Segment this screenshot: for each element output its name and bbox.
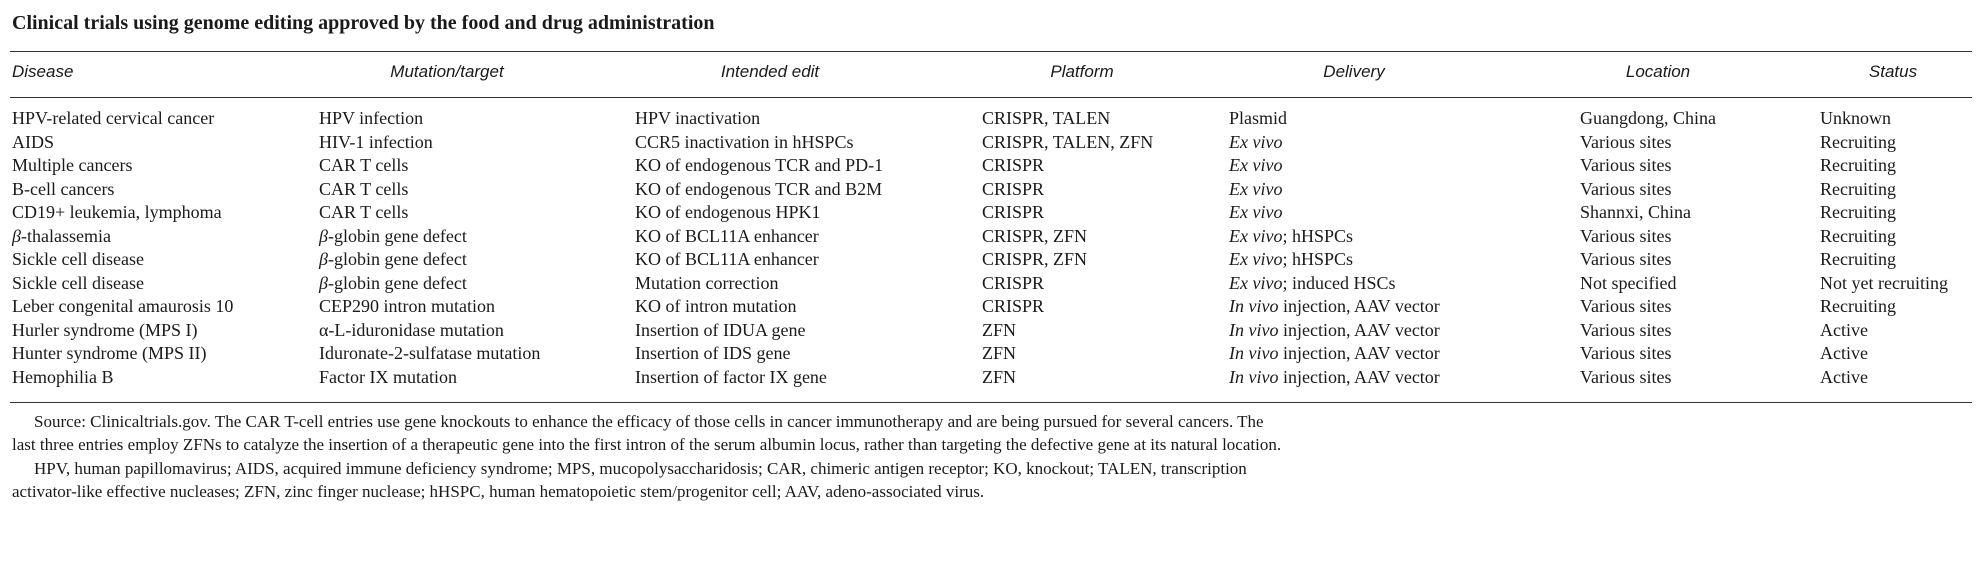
cell-status-text: Recruiting	[1820, 202, 1896, 222]
cell-platform	[982, 132, 1153, 153]
table-row	[0, 155, 1982, 179]
cell-delivery	[1229, 343, 1440, 364]
cell-mutation-text: -globin gene defect	[327, 225, 467, 246]
cell-platform-text: ZFN	[982, 343, 1017, 363]
cell-mutation-text: Factor IX mutation	[319, 366, 457, 387]
cell-delivery-italic: In vivo	[1229, 343, 1279, 363]
cell-edit	[635, 155, 883, 176]
cell-delivery	[1229, 108, 1287, 129]
cell-edit	[635, 296, 796, 317]
cell-delivery-italic: Ex vivo	[1229, 249, 1283, 269]
cell-mutation-italic: β	[319, 249, 328, 269]
cell-edit	[635, 320, 805, 341]
cell-status	[1820, 343, 1868, 364]
cell-location-text: Guangdong, China	[1580, 108, 1716, 128]
cell-platform	[982, 343, 1016, 364]
cell-edit-text: HPV inactivation	[635, 108, 761, 128]
cell-disease	[12, 343, 206, 364]
cell-mutation-italic: β	[319, 272, 328, 293]
header-rule	[10, 97, 1972, 98]
cell-delivery	[1229, 367, 1440, 388]
cell-disease	[12, 273, 144, 294]
cell-disease	[12, 132, 54, 153]
header-platform: Platform	[1050, 62, 1114, 81]
cell-mutation	[319, 367, 457, 388]
cell-disease	[12, 179, 114, 200]
cell-disease	[12, 155, 132, 176]
header-mutation: Mutation/target	[390, 62, 504, 81]
cell-disease-text: Sickle cell disease	[12, 272, 144, 293]
cell-disease	[12, 108, 214, 129]
cell-edit	[635, 367, 827, 388]
table-footnotes	[12, 410, 1287, 504]
cell-edit-text: KO of BCL11A enhancer	[635, 225, 819, 246]
cell-location	[1580, 132, 1672, 153]
cell-mutation	[319, 132, 433, 153]
cell-location-text: Various sites	[1580, 296, 1672, 316]
cell-status	[1820, 155, 1896, 176]
cell-mutation	[319, 343, 540, 364]
cell-delivery	[1229, 155, 1282, 176]
cell-mutation-text: α-L-iduronidase mutation	[319, 319, 504, 340]
cell-platform-text: CRISPR, ZFN	[982, 249, 1088, 269]
table-row	[0, 343, 1982, 367]
cell-mutation-text: CEP290 intron mutation	[319, 296, 496, 316]
cell-status	[1820, 320, 1868, 341]
cell-mutation-italic: β	[319, 225, 328, 246]
cell-mutation	[319, 155, 408, 176]
cell-edit	[635, 273, 778, 294]
cell-delivery	[1229, 320, 1440, 341]
cell-location	[1580, 320, 1672, 341]
cell-edit-text: Insertion of IDS gene	[635, 343, 791, 363]
cell-status	[1820, 179, 1896, 200]
cell-status-text: Active	[1820, 343, 1868, 363]
cell-status	[1820, 108, 1891, 129]
table-row	[0, 320, 1982, 344]
cell-delivery	[1229, 202, 1282, 223]
cell-delivery-text: injection, AAV vector	[1278, 296, 1440, 316]
cell-location-text: Various sites	[1580, 155, 1672, 175]
cell-platform	[982, 296, 1044, 317]
cell-location-text: Various sites	[1580, 131, 1672, 152]
cell-platform-text: CRISPR	[982, 155, 1045, 175]
cell-status-text: Recruiting	[1820, 131, 1896, 152]
cell-platform	[982, 202, 1044, 223]
cell-status-text: Unknown	[1820, 108, 1891, 128]
table-title: Clinical trials using genome editing approved by the food and drug administration	[12, 12, 715, 34]
cell-delivery-italic: Ex vivo	[1229, 155, 1283, 175]
cell-status-text: Recruiting	[1820, 225, 1896, 246]
cell-edit-text: Insertion of factor IX gene	[635, 366, 827, 387]
cell-delivery	[1229, 296, 1440, 317]
header-disease: Disease	[12, 62, 74, 81]
cell-location-text: Shannxi, China	[1580, 202, 1691, 222]
cell-edit	[635, 226, 819, 247]
cell-location-text: Various sites	[1580, 249, 1672, 269]
cell-mutation-text: Iduronate-2-sulfatase mutation	[319, 343, 541, 363]
header-delivery: Delivery	[1323, 62, 1385, 81]
cell-edit	[635, 179, 882, 200]
cell-platform-text: ZFN	[982, 319, 1017, 340]
cell-disease-text: Sickle cell disease	[12, 249, 144, 269]
cell-mutation-text: CAR T cells	[319, 155, 409, 175]
header-status: Status	[1868, 62, 1918, 81]
cell-status	[1820, 202, 1896, 223]
cell-location-text: Various sites	[1580, 343, 1672, 363]
cell-delivery-italic: Ex vivo	[1229, 131, 1283, 152]
cell-disease-text: B-cell cancers	[12, 178, 115, 199]
cell-mutation	[319, 108, 423, 129]
cell-status	[1820, 367, 1868, 388]
cell-platform	[982, 273, 1044, 294]
table-row	[0, 367, 1982, 391]
cell-edit-text: Insertion of IDUA gene	[635, 319, 806, 340]
cell-disease-text: Leber congenital amaurosis 10	[12, 296, 234, 316]
cell-location	[1580, 108, 1716, 129]
cell-delivery	[1229, 179, 1282, 200]
cell-mutation	[319, 296, 495, 317]
cell-delivery-italic: In vivo	[1229, 366, 1279, 387]
cell-platform-text: CRISPR, ZFN	[982, 225, 1088, 246]
table-row	[0, 202, 1982, 226]
cell-platform-text: CRISPR	[982, 272, 1045, 293]
table-row	[0, 179, 1982, 203]
cell-delivery-italic: Ex vivo	[1229, 272, 1283, 293]
cell-disease-text: Hurler syndrome (MPS I)	[12, 319, 198, 340]
cell-location	[1580, 249, 1672, 270]
cell-mutation	[319, 226, 467, 247]
cell-platform	[982, 249, 1087, 270]
footnote-source: Source: Clinicaltrials.gov. The CAR T-cell entries use gene knockouts to enhance the efficacy of those cells in cancer immunotherapy and are being pursued for several cancers. The last three entries employ ZFNs to catalyze the insertion of a therapeutic gene into the first intron of the serum albumin locus, rather than targeting the defective gene at its natural location.	[12, 412, 1282, 455]
cell-delivery	[1229, 132, 1282, 153]
cell-mutation-text: CAR T cells	[319, 178, 409, 199]
cell-location	[1580, 155, 1672, 176]
cell-location	[1580, 367, 1672, 388]
cell-disease-text: -thalassemia	[20, 225, 111, 246]
cell-disease	[12, 202, 222, 223]
table-row	[0, 226, 1982, 250]
cell-delivery	[1229, 249, 1353, 270]
cell-mutation-text: -globin gene defect	[327, 272, 467, 293]
cell-edit-text: Mutation correction	[635, 272, 779, 293]
cell-mutation	[319, 249, 467, 270]
table-row	[0, 273, 1982, 297]
cell-platform-text: CRISPR, TALEN, ZFN	[982, 131, 1154, 152]
cell-location	[1580, 202, 1691, 223]
cell-edit-text: KO of BCL11A enhancer	[635, 249, 819, 269]
cell-disease-text: Hunter syndrome (MPS II)	[12, 343, 207, 363]
cell-location-text: Not specified	[1580, 272, 1677, 293]
table-row	[0, 132, 1982, 156]
top-rule	[10, 51, 1972, 52]
cell-delivery-italic: Ex vivo	[1229, 202, 1283, 222]
cell-mutation-text: HPV infection	[319, 108, 424, 128]
cell-edit-text: KO of endogenous TCR and PD-1	[635, 155, 884, 175]
cell-mutation	[319, 202, 408, 223]
cell-disease	[12, 249, 144, 270]
cell-platform-text: CRISPR	[982, 202, 1045, 222]
footnote-abbreviations: HPV, human papillomavirus; AIDS, acquired immune deficiency syndrome; MPS, mucopolysaccharidosis; CAR, chimeric antigen receptor; KO, knockout; TALEN, transcription activator-like effective nucleases; ZFN, zinc finger nuclease; hHSPC, human hematopoietic stem/progenitor cell; AAV, adeno-associated virus.	[12, 458, 1247, 502]
cell-status	[1820, 132, 1896, 153]
table-body	[0, 108, 1982, 390]
cell-disease-italic: β	[12, 225, 21, 246]
cell-platform	[982, 179, 1044, 200]
cell-location	[1580, 296, 1672, 317]
cell-mutation-text: CAR T cells	[319, 202, 409, 222]
cell-location-text: Various sites	[1580, 366, 1672, 387]
cell-mutation	[319, 320, 504, 341]
cell-status-text: Active	[1820, 366, 1868, 387]
header-location: Location	[1625, 62, 1691, 81]
cell-edit-text: KO of endogenous HPK1	[635, 202, 821, 222]
cell-platform	[982, 320, 1016, 341]
cell-platform	[982, 367, 1016, 388]
cell-delivery-italic: In vivo	[1229, 319, 1279, 340]
cell-disease-text: HPV-related cervical cancer	[12, 108, 215, 128]
cell-edit-text: KO of endogenous TCR and B2M	[635, 178, 883, 199]
cell-disease-text: Multiple cancers	[12, 155, 133, 175]
cell-status-text: Recruiting	[1820, 296, 1896, 316]
cell-disease	[12, 296, 233, 317]
cell-delivery	[1229, 273, 1395, 294]
cell-platform-text: CRISPR	[982, 178, 1045, 199]
cell-delivery-italic: In vivo	[1229, 296, 1279, 316]
bottom-rule	[10, 402, 1972, 403]
cell-delivery-text: injection, AAV vector	[1278, 366, 1440, 387]
cell-edit-text: KO of intron mutation	[635, 296, 797, 316]
cell-disease-text: AIDS	[12, 131, 55, 152]
cell-location	[1580, 343, 1672, 364]
cell-edit-text: CCR5 inactivation in hHSPCs	[635, 131, 854, 152]
cell-status-text: Not yet recruiting	[1820, 272, 1948, 293]
cell-platform	[982, 226, 1087, 247]
cell-platform	[982, 108, 1110, 129]
cell-edit	[635, 249, 819, 270]
cell-location	[1580, 273, 1676, 294]
cell-delivery-text: Plasmid	[1229, 108, 1288, 128]
cell-platform	[982, 155, 1044, 176]
table-row	[0, 249, 1982, 273]
cell-status-text: Active	[1820, 319, 1868, 340]
cell-mutation	[319, 273, 467, 294]
header-edit: Intended edit	[720, 62, 820, 81]
cell-disease	[12, 367, 114, 388]
cell-location	[1580, 179, 1672, 200]
cell-delivery-text: injection, AAV vector	[1278, 319, 1440, 340]
cell-location-text: Various sites	[1580, 178, 1672, 199]
cell-status	[1820, 296, 1896, 317]
cell-disease-text: CD19+ leukemia, lymphoma	[12, 202, 222, 222]
cell-location	[1580, 226, 1672, 247]
cell-delivery-text: ; hHSPCs	[1282, 249, 1354, 269]
table-row	[0, 108, 1982, 132]
cell-disease	[12, 226, 111, 247]
cell-delivery-text: ; induced HSCs	[1282, 272, 1396, 293]
cell-edit	[635, 343, 790, 364]
cell-edit	[635, 108, 760, 129]
cell-status	[1820, 273, 1948, 294]
cell-edit	[635, 202, 820, 223]
cell-location-text: Various sites	[1580, 319, 1672, 340]
cell-platform-text: CRISPR	[982, 296, 1045, 316]
cell-status-text: Recruiting	[1820, 249, 1896, 269]
cell-delivery-italic: Ex vivo	[1229, 178, 1283, 199]
cell-mutation-text: -globin gene defect	[327, 249, 467, 269]
cell-location-text: Various sites	[1580, 225, 1672, 246]
cell-delivery-italic: Ex vivo	[1229, 225, 1283, 246]
cell-platform-text: CRISPR, TALEN	[982, 108, 1111, 128]
cell-status-text: Recruiting	[1820, 155, 1896, 175]
cell-edit	[635, 132, 854, 153]
cell-mutation	[319, 179, 408, 200]
cell-delivery-text: ; hHSPCs	[1282, 225, 1354, 246]
cell-status	[1820, 226, 1896, 247]
cell-disease-text: Hemophilia B	[12, 366, 114, 387]
cell-delivery-text: injection, AAV vector	[1278, 343, 1440, 363]
cell-status-text: Recruiting	[1820, 178, 1896, 199]
cell-mutation-text: HIV-1 infection	[319, 131, 433, 152]
cell-status	[1820, 249, 1896, 270]
cell-disease	[12, 320, 197, 341]
cell-platform-text: ZFN	[982, 366, 1017, 387]
cell-delivery	[1229, 226, 1353, 247]
table-row	[0, 296, 1982, 320]
